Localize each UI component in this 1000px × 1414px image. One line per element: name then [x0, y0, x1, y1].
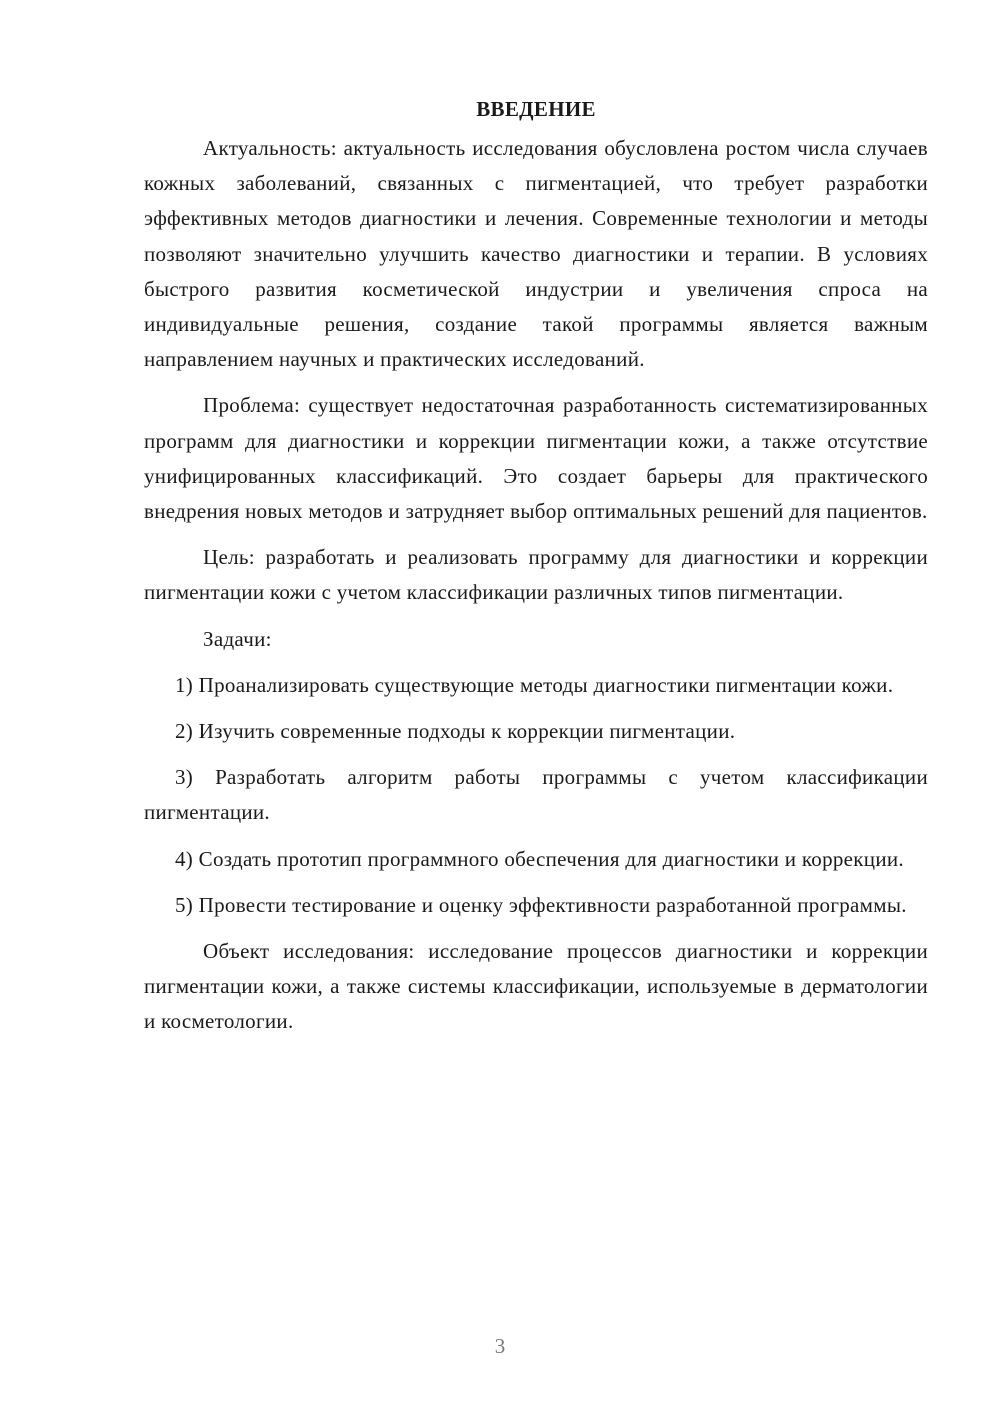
paragraph-goal: Цель: разработать и реализовать программу для диагностики и коррекции пигментации кожи с учетом классификации различных типов пигментации. — [144, 545, 928, 605]
section-title: ВВЕДЕНИЕ — [476, 97, 596, 121]
task-item-5: 5) Провести тестирование и оценку эффективности разработанной программы. — [175, 892, 907, 917]
tasks-heading: Задачи: — [203, 626, 272, 651]
task-item-2: 2) Изучить современные подходы к коррекции пигментации. — [175, 719, 736, 744]
page-content — [144, 92, 928, 1040]
task-item-3: 3) Разработать алгоритм работы программы с учетом классификации пигментации. — [144, 765, 928, 825]
task-item-4: 4) Создать прототип программного обеспечения для диагностики и коррекции. — [175, 846, 904, 871]
page-number: 3 — [494, 1334, 506, 1358]
task-item-1: 1) Проанализировать существующие методы диагностики пигментации кожи. — [175, 672, 894, 697]
paragraph-problem: Проблема: существует недостаточная разработанность систематизированных программ для диагностики и коррекции пигментации кожи, а также отсутствие унифицированных классификаций. Это создает барьеры для практического внедрения новых методов и затрудняет выбор оптимальных решений для пациентов. — [144, 393, 928, 524]
paragraph-relevance: Актуальность: актуальность исследования обусловлена ростом числа случаев кожных заболеваний, связанных с пигментацией, что требует разработки эффективных методов диагностики и лечения. Современные технологии и методы позволяют значительно улучшить качество диагностики и терапии. В условиях быстрого развития косметической индустрии и увеличения спроса на индивидуальные решения, создание такой программы является важным направлением научных и практических исследований. — [144, 136, 928, 372]
paragraph-object: Объект исследования: исследование процессов диагностики и коррекции пигментации кожи, а также системы классификации, используемые в дерматологии и косметологии. — [144, 939, 928, 1034]
